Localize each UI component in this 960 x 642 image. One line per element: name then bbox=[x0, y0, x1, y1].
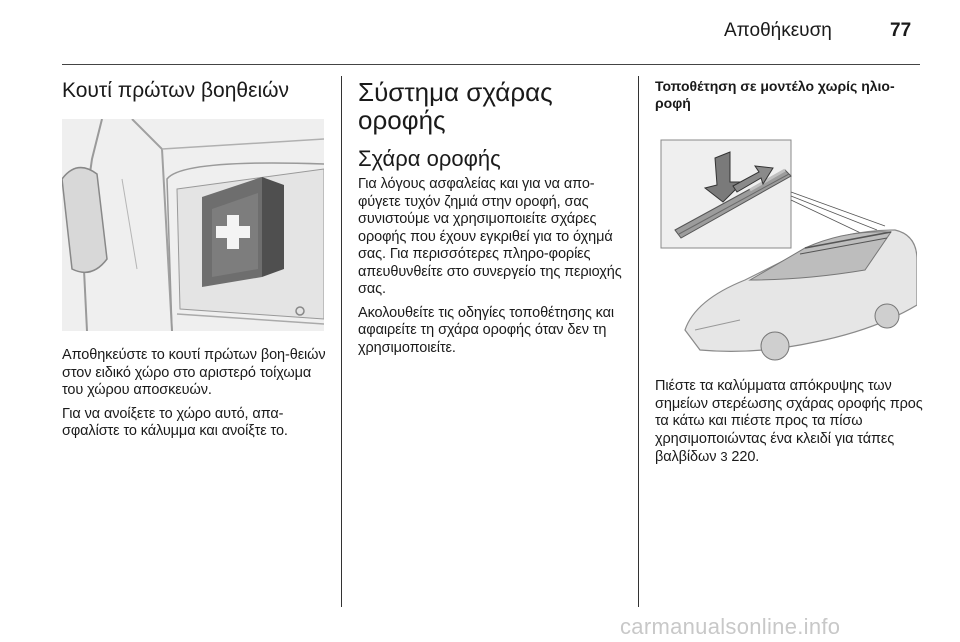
watermark: carmanualsonline.info bbox=[620, 614, 841, 639]
subheading-roof-rack: Σχάρα οροφής bbox=[358, 146, 501, 171]
first-aid-paragraph-2: Για να ανοίξετε το χώρο αυτό, απα-σφαλίστε το κάλυμμα και ανοίξτε το. bbox=[62, 405, 288, 439]
section-heading-first-aid: Κουτί πρώτων βοηθειών bbox=[62, 79, 290, 102]
column-divider bbox=[341, 76, 342, 607]
header-rule bbox=[62, 64, 920, 65]
cross-reference-page: 220. bbox=[731, 449, 760, 465]
first-aid-kit-illustration bbox=[62, 119, 324, 331]
roof-rack-mounting-illustration bbox=[655, 130, 917, 362]
first-aid-paragraph-1: Αποθηκεύστε το κουτί πρώτων βοη-θειών στον ειδικό χώρο στο αριστερό τοίχωμα του χώρου αποσκευών. bbox=[62, 347, 326, 398]
column-divider bbox=[638, 76, 639, 607]
roof-rack-paragraph-2: Ακολουθείτε τις οδηγίες τοποθέτησης και αφαιρείτε τη σχάρα οροφής όταν δεν τη χρησιμοποιείτε. bbox=[358, 304, 615, 356]
installation-text: Πιέστε τα καλύμματα απόκρυψης των σημείων στερέωσης σχάρας οροφής προς τα κάτω και πιέστε προς τα πίσω χρησιμοποιώντας ένα κλειδί για τάπες βαλβίδων bbox=[655, 378, 923, 465]
installation-heading: Τοποθέτηση σε μοντέλο χωρίς ηλιο-ροφή bbox=[655, 78, 895, 111]
column-first-aid bbox=[62, 78, 330, 447]
roof-rack-paragraph-1: Για λόγους ασφαλείας και για να απο-φύγετε τυχόν ζημιά στην οροφή, σας συνιστούμε να χρησιμοποιείτε σχάρες οροφής που έχουν εγκριθεί για το όχημά σας. Για περισσότερες πληρο-φορίες απευθυνθείτε στο συνεργείο της περιοχής σας. bbox=[358, 176, 622, 297]
section-heading-roof-rack-system: Σύστημα σχάρας οροφής bbox=[358, 77, 553, 135]
cross-reference-icon: 3 bbox=[720, 449, 728, 464]
installation-paragraph bbox=[655, 378, 923, 467]
column-roof-rack bbox=[358, 78, 626, 363]
header-title: Αποθήκευση bbox=[724, 20, 832, 41]
column-installation bbox=[655, 78, 923, 473]
page-number: 77 bbox=[890, 20, 912, 41]
